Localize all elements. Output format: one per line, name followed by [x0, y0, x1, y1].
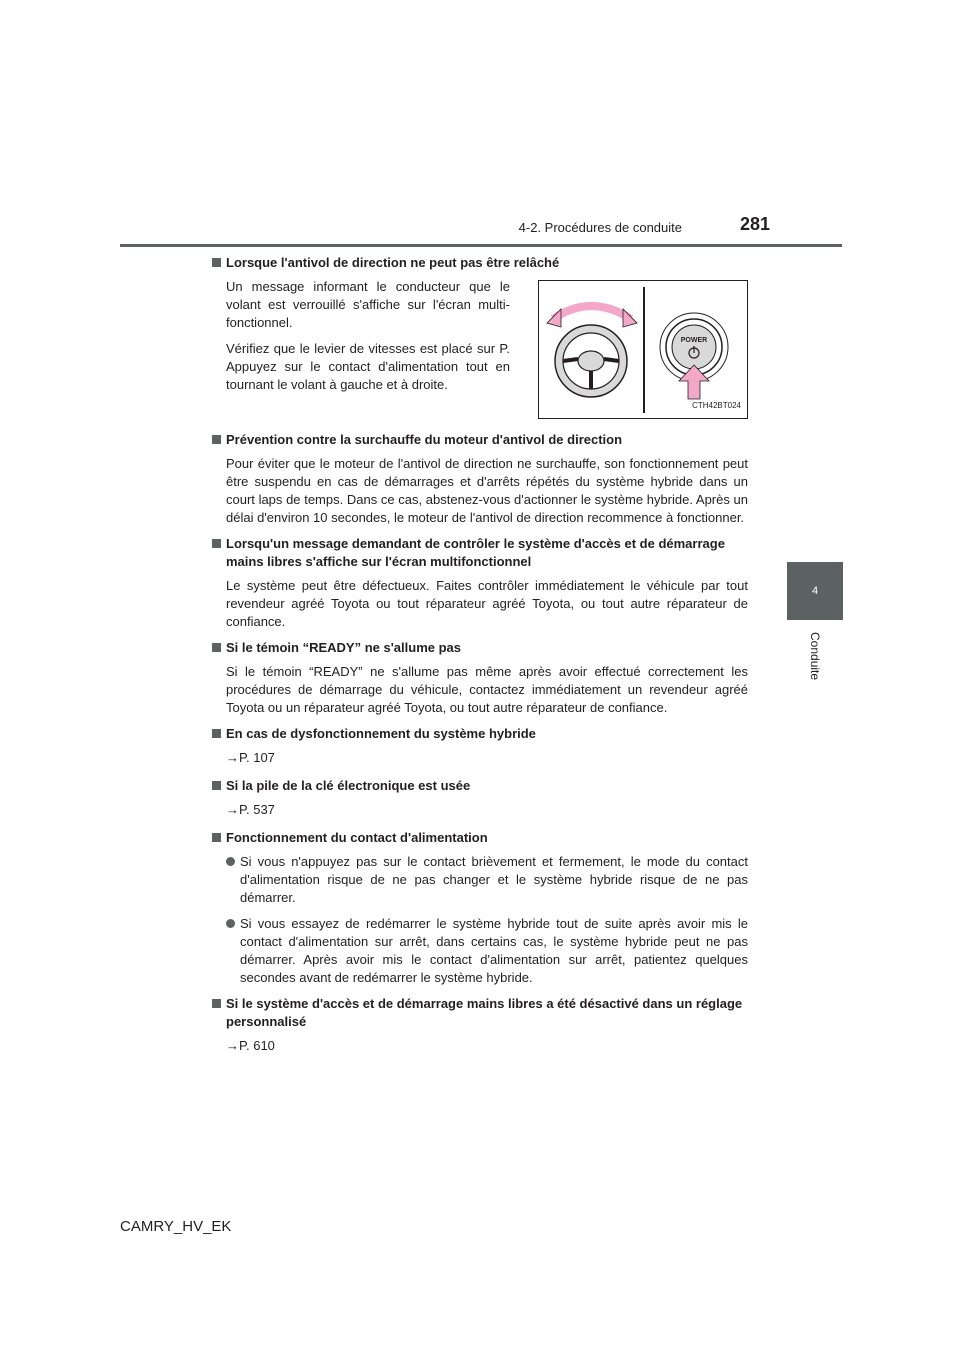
model-code-footer: CAMRY_HV_EK [120, 1218, 232, 1235]
list-item-text: Si vous n'appuyez pas sur le contact brièvement et fermement, le mode du contact d'alimentation risque de ne pas changer et le système hybride risque de ne pas démarrer. [240, 854, 748, 905]
figure-code: CTH42BT024 [692, 401, 741, 410]
steering-power-illustration [538, 280, 748, 419]
section-heading [210, 777, 748, 795]
square-bullet-icon [212, 833, 221, 842]
square-bullet-icon [212, 435, 221, 444]
section-text [226, 278, 510, 402]
chapter-label [787, 632, 843, 692]
section-heading [210, 995, 748, 1031]
chapter-tab[interactable] [787, 562, 843, 620]
page-reference-link[interactable]: →P. 610 [226, 1038, 275, 1053]
section-heading [210, 535, 748, 571]
section-body [210, 278, 748, 419]
square-bullet-icon [212, 258, 221, 267]
round-bullet-icon [226, 919, 235, 928]
paragraph: Vérifiez que le levier de vitesses est placé sur P. Appuyez sur le contact d'alimentation tout en tournant le volant à gauche et à droite. [226, 341, 510, 392]
section-heading-text: Lorsqu'un message demandant de contrôler le système d'accès et de démarrage mains libres s'affiche sur l'écran multifonctionnel [226, 536, 725, 569]
square-bullet-icon [212, 643, 221, 652]
header-section-title: 4-2. Procédures de conduite [518, 220, 682, 235]
paragraph: Le système peut être défectueux. Faites contrôler immédiatement le véhicule par tout revendeur agréé Toyota ou tout réparateur agréé Toyota, ou tout autre réparateur de confiance. [226, 578, 748, 629]
power-label: POWER [680, 337, 708, 344]
paragraph: Un message informant le conducteur que le volant est verrouillé s'affiche sur l'écran multi-fonctionnel. [226, 279, 510, 330]
page-reference-link[interactable]: →P. 537 [226, 802, 275, 817]
section-heading-text: Si la pile de la clé électronique est usée [226, 778, 471, 793]
section-heading-text: Lorsque l'antivol de direction ne peut pas être relâché [226, 255, 560, 270]
section-heading-text: En cas de dysfonctionnement du système hybride [226, 726, 536, 741]
paragraph: Si le témoin “READY” ne s'allume pas même après avoir effectué correctement les procédures de démarrage du véhicule, contactez immédiatement un revendeur agréé Toyota ou un réparateur agréé Toyota, ou tout autre réparateur de confiance. [226, 664, 748, 715]
square-bullet-icon [212, 539, 221, 548]
square-bullet-icon [212, 781, 221, 790]
section-heading-text: Fonctionnement du contact d'alimentation [226, 830, 488, 845]
list-item [226, 853, 748, 907]
square-bullet-icon [212, 729, 221, 738]
section-heading-text: Si le système d'accès et de démarrage mains libres a été désactivé dans un réglage personnalisé [226, 996, 743, 1029]
paragraph: Pour éviter que le moteur de l'antivol de direction ne surchauffe, son fonctionnement peut être suspendu en cas de démarrages et d'arrêts répétés du système hybride dans un court laps de temps. Dans ce cas, abstenez-vous d'actionner le système hybride. Après un délai d'environ 10 secondes, le moteur de l'antivol de direction recommence à fonctionner. [226, 456, 748, 525]
section-heading-text: Prévention contre la surchauffe du moteur d'antivol de direction [226, 432, 623, 447]
header-divider [120, 244, 842, 247]
main-content [210, 254, 748, 1065]
page-reference-link[interactable]: →P. 107 [226, 750, 275, 765]
square-bullet-icon [212, 999, 221, 1008]
round-bullet-icon [226, 857, 235, 866]
section-heading [210, 725, 748, 743]
chapter-number: 4 [811, 585, 819, 597]
section-heading [210, 639, 748, 657]
chapter-label-text: Conduite [808, 632, 822, 681]
section-heading [210, 829, 748, 847]
page-number: 281 [740, 214, 771, 234]
list-item [226, 915, 748, 987]
section-heading [210, 254, 748, 272]
list-item-text: Si vous essayez de redémarrer le système hybride tout de suite après avoir mis le contact d'alimentation sur arrêt, dans certains cas, le système hybride peut ne pas démarrer. Après avoir mis le contact d'alimentation sur arrêt, patientez quelques secondes avant de redémarrer le système hybride. [240, 916, 748, 985]
section-heading [210, 431, 748, 449]
section-heading-text: Si le témoin “READY” ne s'allume pas [226, 640, 461, 655]
